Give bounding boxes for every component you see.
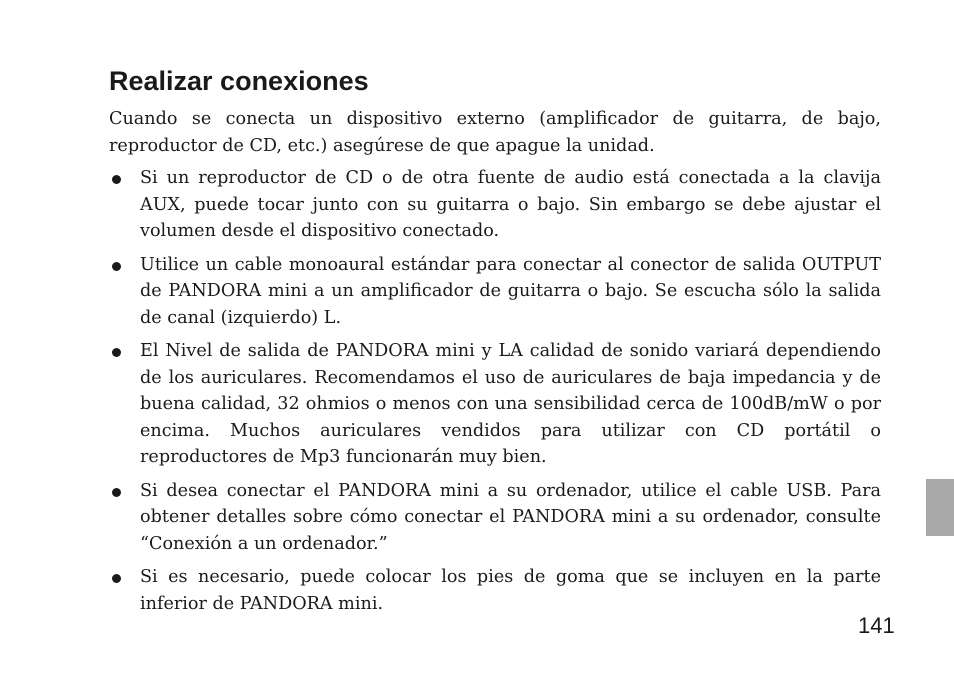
- list-item-text: Si un reproductor de CD o de otra fuente de audio está conectada a la clavija AUX, puede tocar junto con su guitarra o bajo. Sin embargo se debe ajustar el volumen desde el dispositivo conectado.: [140, 168, 881, 241]
- list-item-text: Utilice un cable monoaural estándar para conectar al conector de salida OUTPUT de PANDORA mini a un amplificador de guitarra o bajo. Se escucha sólo la salida de canal (izquierdo) L.: [140, 254, 881, 328]
- bullet-icon: [112, 348, 121, 357]
- list-item: [109, 564, 881, 617]
- list-item: [109, 252, 881, 332]
- bullet-list: [109, 165, 881, 617]
- section-tab-marker: [926, 479, 954, 536]
- list-item-text: Si desea conectar el PANDORA mini a su ordenador, utilice el cable USB. Para obtener detalles sobre cómo conectar el PANDORA mini a su ordenador, consulte “Conexión a un ordenador.”: [140, 480, 881, 554]
- list-item-text: Si es necesario, puede colocar los pies de goma que se incluyen en la parte inferior de PANDORA mini.: [140, 567, 881, 614]
- bullet-icon: [112, 488, 121, 497]
- section-body: [109, 106, 881, 624]
- list-item: [109, 165, 881, 245]
- list-item: [109, 338, 881, 471]
- list-item: [109, 478, 881, 558]
- bullet-icon: [112, 175, 121, 184]
- intro-paragraph: Cuando se conecta un dispositivo externo (amplificador de guitarra, de bajo, reproductor de CD, etc.) asegúrese de que apague la unidad.: [109, 109, 881, 156]
- bullet-icon: [112, 262, 121, 271]
- bullet-icon: [112, 574, 121, 583]
- list-item-text: El Nivel de salida de PANDORA mini y LA calidad de sonido variará dependiendo de los auriculares. Recomendamos el uso de auriculares de baja impedancia y de buena calidad, 32 ohmios o menos con una sensibilidad cerca de 100dB/mW o por encima. Muchos auriculares vendidos para utilizar con CD portátil o reproductores de Mp3 funcionarán muy bien.: [140, 341, 881, 467]
- section-title: Realizar conexiones: [109, 66, 369, 96]
- page-number: 141: [858, 613, 895, 638]
